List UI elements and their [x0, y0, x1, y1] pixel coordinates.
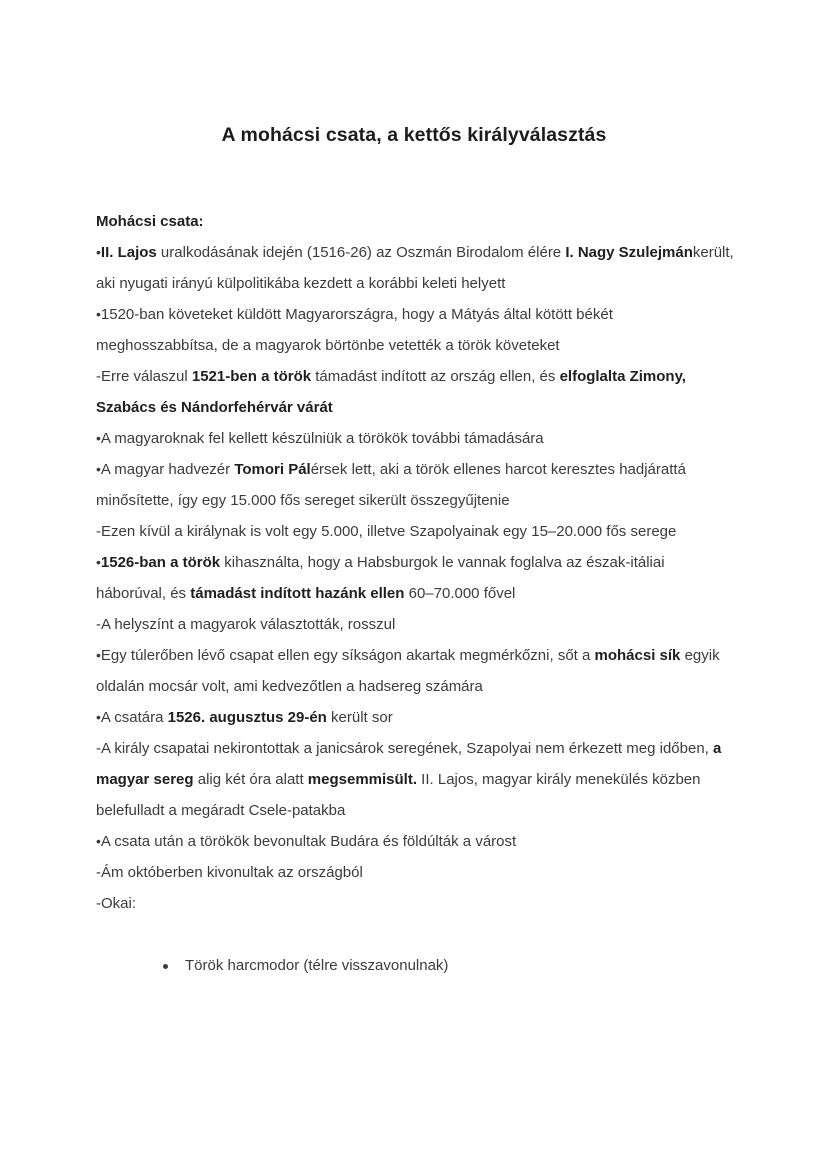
paragraph — [96, 733, 736, 826]
paragraph — [96, 547, 736, 609]
paragraph-list — [96, 237, 736, 919]
body-text: 1520-ban követeket küldött Magyarországra, hogy a Mátyás által kötött békét meghosszabbítsa, de a magyarok börtönbe vetették a török követeket — [96, 306, 613, 354]
emphasis-text: Tomori Pál — [234, 461, 311, 478]
page-title: A mohácsi csata, a kettős királyválasztás — [221, 124, 607, 147]
body-text: kihasználta, hogy a Habsburgok le vannak foglalva az észak-itáliai háborúval, és — [96, 554, 665, 602]
dash-marker: - — [96, 895, 101, 912]
bullet-marker: • — [96, 647, 101, 663]
bullet-marker: • — [96, 554, 101, 570]
emphasis-text: a magyar sereg — [96, 740, 722, 788]
body-text: II. Lajos, magyar király menekülés közben belefulladt a megáradt Csele-patakba — [96, 771, 701, 819]
dash-marker: - — [96, 368, 101, 385]
paragraph — [96, 640, 736, 702]
emphasis-text: I. Nagy Szulejmán — [565, 244, 693, 261]
body-text: került sor — [326, 709, 393, 726]
dash-marker: - — [96, 740, 101, 757]
paragraph — [96, 516, 736, 547]
emphasis-text: 1526-ban a török — [100, 554, 221, 571]
body-text: A csatára — [100, 709, 168, 726]
body-text: uralkodásának idején (1516-26) az Oszmán Birodalom élére — [156, 244, 566, 261]
bullet-marker: • — [96, 306, 101, 322]
body-text: alig két óra alatt — [193, 771, 308, 788]
dash-marker: - — [96, 864, 101, 881]
body-text: Erre válaszul — [101, 368, 192, 385]
paragraph — [96, 361, 736, 423]
emphasis-text: elfoglalta Zimony, Szabács és Nándorfehérvár várát — [96, 368, 686, 416]
paragraph — [96, 299, 736, 361]
body-text: A magyar hadvezér — [100, 461, 235, 478]
body-text: egyik oldalán mocsár volt, ami kedvezőtlen a hadsereg számára — [96, 647, 720, 695]
dash-marker: - — [96, 523, 101, 540]
dash-marker: - — [96, 616, 101, 633]
paragraph — [96, 826, 736, 857]
bullet-marker: • — [96, 430, 101, 446]
document-body — [96, 206, 736, 981]
paragraph — [96, 454, 736, 516]
paragraph — [96, 609, 736, 640]
emphasis-text: 1521-ben a török — [191, 368, 312, 385]
list-spacer — [96, 919, 736, 950]
bullet-marker: • — [96, 461, 101, 477]
list-item: Török harcmodor (télre visszavonulnak) — [96, 950, 736, 981]
body-text: Okai: — [101, 895, 137, 912]
paragraph — [96, 423, 736, 454]
body-text: érsek lett, aki a török ellenes harcot keresztes hadjárattá minősítette, így egy 15.000 fős sereget sikerült összegyűjtenie — [96, 461, 686, 509]
emphasis-text: megsemmisült. — [307, 771, 418, 788]
bullet-marker: • — [96, 833, 101, 849]
causes-list — [96, 950, 736, 981]
emphasis-text: 1526. augusztus 29-én — [167, 709, 327, 726]
paragraph — [96, 702, 736, 733]
emphasis-text: támadást indított hazánk ellen — [190, 585, 405, 602]
section-heading: Mohácsi csata: — [96, 213, 204, 230]
body-text: Egy túlerőben lévő csapat ellen egy síkságon akartak megmérkőzni, sőt a — [100, 647, 595, 664]
body-text: 60–70.000 fővel — [404, 585, 516, 602]
paragraph — [96, 237, 736, 299]
bullet-marker: • — [96, 244, 101, 260]
body-text: támadást indított az ország ellen, és — [311, 368, 560, 385]
paragraph — [96, 888, 736, 919]
body-text: A helyszínt a magyarok választották, rosszul — [101, 616, 396, 633]
body-text: került, aki nyugati irányú külpolitikába kezdett a korábbi keleti helyett — [96, 244, 734, 292]
body-text: A magyaroknak fel kellett készülniük a törökök további támadására — [100, 430, 544, 447]
bullet-marker: • — [96, 709, 101, 725]
body-text: A király csapatai nekirontottak a janicsárok seregének, Szapolyai nem érkezett meg időben, — [101, 740, 713, 757]
paragraph — [96, 857, 736, 888]
body-text: Ám októberben kivonultak az országból — [101, 864, 363, 881]
body-text: A csata után a törökök bevonultak Budára és földúlták a várost — [100, 833, 517, 850]
emphasis-text: mohácsi sík — [594, 647, 681, 664]
emphasis-text: II. Lajos — [100, 244, 157, 261]
body-text: Ezen kívül a királynak is volt egy 5.000, illetve Szapolyainak egy 15–20.000 fős serege — [101, 523, 677, 540]
